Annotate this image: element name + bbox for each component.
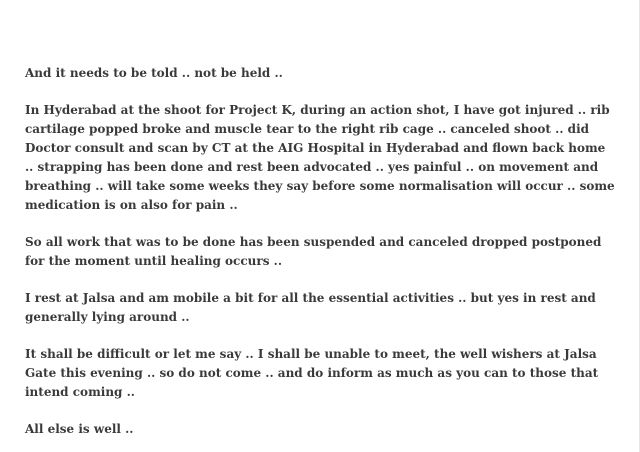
post-paragraph: I rest at Jalsa and am mobile a bit for all the essential activities .. but yes in rest and generally lying around .. [25,291,596,324]
post-paragraph: All else is well .. [25,422,134,436]
post-body [25,64,615,452]
post-paragraph: In Hyderabad at the shoot for Project K, during an action shot, I have got injured .. rib cartilage popped broke and muscle tear to the right rib cage .. canceled shoot .. did Doctor consult and scan by CT at the AIG Hospital in Hyderabad and flown back home .. strapping has been done and rest been advocated .. yes painful .. on movement and breathing .. will take some weeks they say before some normalisation will occur .. some medication is on also for pain .. [25,103,615,212]
post-paragraph: And it needs to be told .. not be held .. [25,66,283,80]
post-paragraph: So all work that was to be done has been suspended and canceled dropped postponed for the moment until healing occurs .. [25,235,602,268]
post-paragraph: It shall be difficult or let me say .. I shall be unable to meet, the well wishers at Jalsa Gate this evening .. so do not come .. and do inform as much as you can to those that intend coming .. [25,347,599,399]
